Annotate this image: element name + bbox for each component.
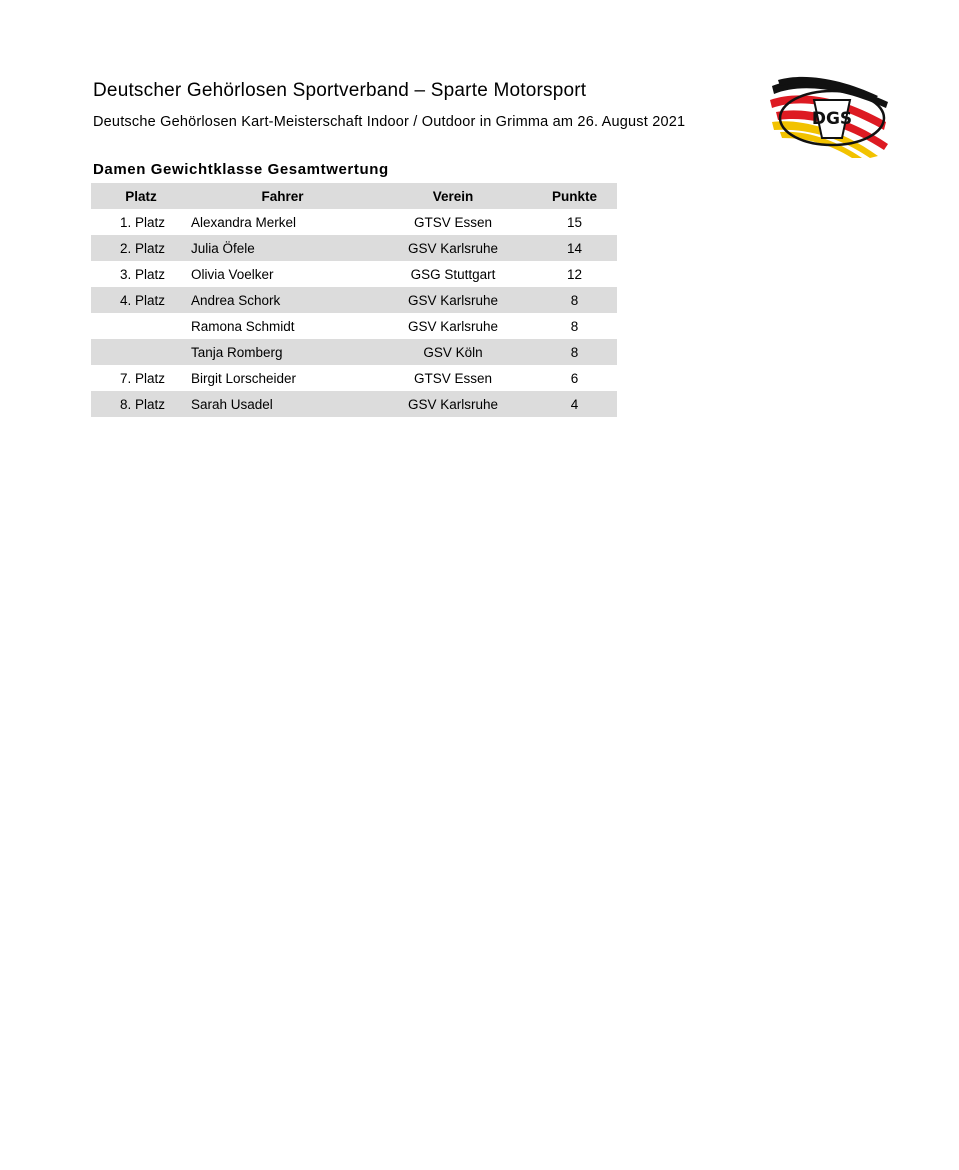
cell-punkte: 12 — [566, 266, 583, 282]
table-row — [91, 261, 617, 287]
cell-fahrer: Andrea Schork — [191, 287, 374, 313]
cell-verein: GSV Karlsruhe — [374, 235, 532, 261]
page-subtitle: Deutsche Gehörlosen Kart-Meisterschaft Indoor / Outdoor in Grimma am 26. August 2021 — [93, 114, 686, 130]
table-row — [91, 209, 617, 235]
cell-verein: GSV Karlsruhe — [374, 287, 532, 313]
cell-platz: 2. Platz — [91, 235, 191, 261]
table-row — [91, 287, 617, 313]
cell-fahrer: Alexandra Merkel — [191, 214, 297, 230]
cell-platz — [91, 313, 191, 339]
svg-text:DGS: DGS — [811, 109, 853, 129]
cell-fahrer: Birgit Lorscheider — [191, 370, 297, 386]
cell-punkte: 8 — [532, 339, 617, 365]
table-row — [91, 339, 617, 365]
cell-fahrer: Ramona Schmidt — [191, 318, 295, 334]
cell-punkte: 4 — [532, 391, 617, 417]
cell-verein: GTSV Essen — [413, 214, 493, 230]
dgs-logo-icon — [766, 72, 892, 158]
cell-platz: 8. Platz — [91, 391, 191, 417]
cell-punkte: 6 — [570, 370, 579, 386]
table-header-row — [91, 183, 617, 209]
table-row — [91, 235, 617, 261]
results-table — [91, 183, 617, 417]
cell-verein: GSG Stuttgart — [410, 266, 496, 282]
cell-fahrer: Tanja Romberg — [191, 339, 374, 365]
cell-fahrer: Olivia Voelker — [191, 266, 274, 282]
cell-fahrer: Julia Öfele — [191, 235, 374, 261]
table-row — [91, 365, 617, 391]
column-header-punkte: Punkte — [532, 183, 617, 209]
column-header-verein: Verein — [374, 183, 532, 209]
cell-punkte: 15 — [566, 214, 583, 230]
cell-platz: 3. Platz — [119, 266, 165, 282]
cell-platz: 1. Platz — [119, 214, 165, 230]
cell-punkte: 14 — [532, 235, 617, 261]
cell-platz: 4. Platz — [91, 287, 191, 313]
table-row — [91, 313, 617, 339]
cell-punkte: 8 — [570, 318, 579, 334]
cell-verein: GSV Karlsruhe — [407, 318, 499, 334]
cell-verein: GTSV Essen — [413, 370, 493, 386]
column-header-fahrer: Fahrer — [191, 183, 374, 209]
cell-punkte: 8 — [532, 287, 617, 313]
column-header-platz: Platz — [91, 183, 191, 209]
table-row — [91, 391, 617, 417]
page-title: Deutscher Gehörlosen Sportverband – Sparte Motorsport — [93, 80, 587, 101]
cell-platz: 7. Platz — [119, 370, 165, 386]
cell-verein: GSV Köln — [374, 339, 532, 365]
section-title: Damen Gewichtklasse Gesamtwertung — [93, 161, 389, 178]
cell-fahrer: Sarah Usadel — [191, 391, 374, 417]
cell-platz — [91, 339, 191, 365]
cell-verein: GSV Karlsruhe — [374, 391, 532, 417]
